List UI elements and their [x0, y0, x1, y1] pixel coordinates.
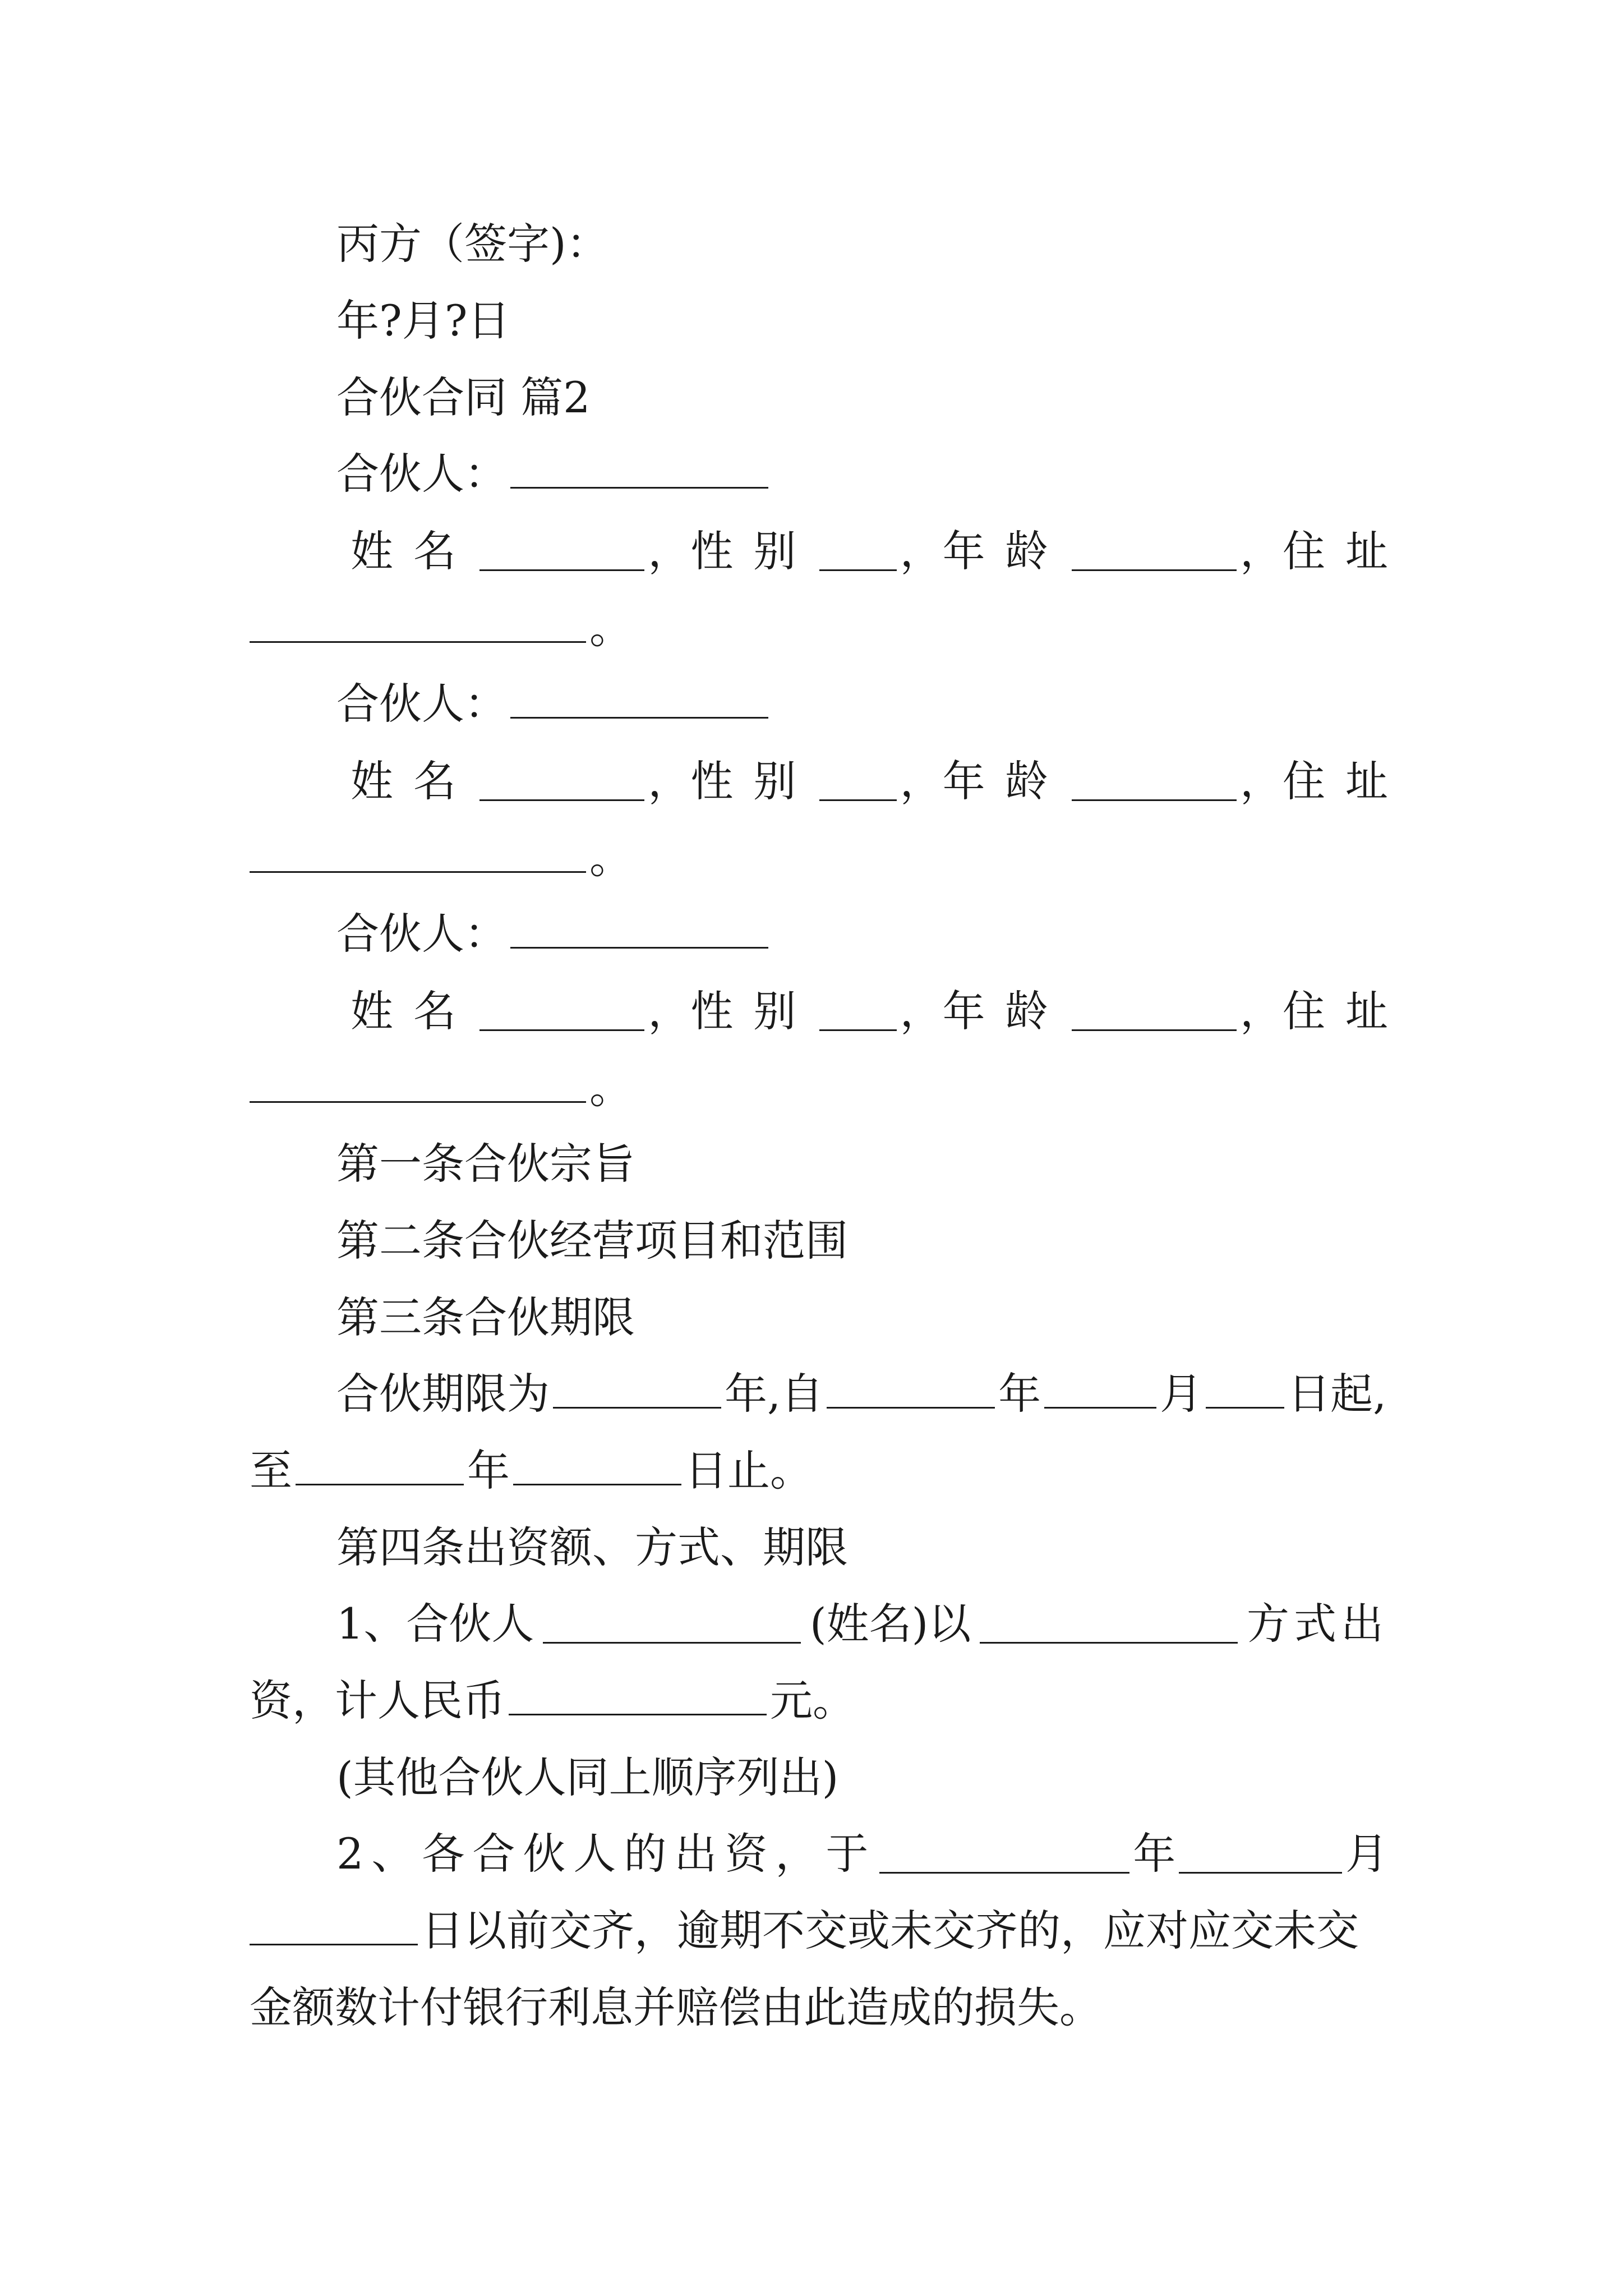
name-blank: [479, 762, 644, 801]
day-start-label: 日起,: [1288, 1369, 1387, 1419]
address-label: 住址: [1283, 986, 1408, 1036]
month-label: 月: [1160, 1369, 1203, 1419]
contribution-2-line-1: [250, 1812, 1388, 1896]
contribution-2-label: 2、各合伙人的出资，于: [336, 1829, 877, 1879]
section-title: [250, 356, 1388, 440]
comma: ，: [900, 986, 943, 1036]
year-label: 年: [1133, 1829, 1176, 1879]
partner-label: 合伙人：: [336, 909, 507, 959]
article-4-heading: [250, 1506, 1388, 1590]
period: 。: [589, 1063, 632, 1113]
article-1-text: 第一条合伙宗旨: [336, 1139, 635, 1189]
address-label: 住址: [1283, 526, 1408, 576]
name-label: 姓名: [351, 756, 476, 806]
other-partners-text: (其他合伙人同上顺序列出): [336, 1752, 839, 1802]
method-contribute-label: 方式出: [1246, 1599, 1388, 1649]
gender-blank: [819, 992, 896, 1031]
comma: ，: [1240, 526, 1283, 576]
contribution-2-line-2: [250, 1889, 1388, 1973]
section-title-text: 合伙合同 篇2: [336, 372, 591, 422]
partner-1-label-line: [250, 432, 1388, 516]
partner-2-label-line: [250, 662, 1388, 746]
penalty-text: 金额数计付银行利息并赔偿由此造成的损失。: [250, 1982, 1102, 2032]
article-2-heading: [250, 1199, 1388, 1283]
gender-label: 性别: [690, 526, 817, 576]
article-1-heading: [250, 1122, 1388, 1206]
party-c-signature-label: 丙方（签字)：: [336, 219, 609, 269]
contribution-1-line-1: [250, 1582, 1388, 1666]
term-line-1: [250, 1352, 1388, 1436]
partner-label: 合伙人：: [336, 449, 507, 499]
comma: ，: [648, 526, 691, 576]
deadline-day-blank: [250, 1907, 418, 1945]
address-blank: [250, 1064, 586, 1103]
partner-blank: [510, 910, 768, 949]
partner-2-details-line: [250, 739, 1408, 823]
comma: ，: [900, 756, 943, 806]
address-blank: [250, 604, 586, 643]
article-3-text: 第三条合伙期限: [336, 1292, 635, 1342]
partner-2-address-line: [250, 816, 1388, 900]
start-day-blank: [1206, 1370, 1284, 1409]
year-label: 年: [998, 1369, 1041, 1419]
contribution-2-line-3: [250, 1966, 1388, 2050]
term-label: 合伙期限为: [336, 1369, 550, 1419]
address-blank: [250, 834, 586, 873]
start-year-blank: [827, 1370, 995, 1409]
comma: ，: [648, 986, 691, 1036]
partner-1-details-line: [250, 509, 1408, 593]
comma: ，: [900, 526, 943, 576]
partner-blank: [510, 450, 768, 489]
until-label: 至: [250, 1446, 292, 1496]
term-line-2: [250, 1429, 1388, 1513]
article-2-text: 第二条合伙经营项目和范围: [336, 1216, 848, 1266]
comma: ，: [1240, 756, 1283, 806]
partner-3-label-line: [250, 892, 1388, 976]
gender-blank: [819, 532, 896, 571]
end-month-blank: [513, 1447, 681, 1485]
yuan-label: 元。: [770, 1676, 855, 1726]
deadline-year-blank: [879, 1835, 1129, 1874]
age-blank: [1072, 532, 1237, 571]
partner-3-address-line: [250, 1046, 1388, 1130]
age-label: 年龄: [942, 526, 1068, 576]
partner-3-details-line: [250, 969, 1408, 1053]
end-year-blank: [296, 1447, 464, 1485]
period: 。: [589, 833, 632, 883]
deadline-month-blank: [1179, 1835, 1342, 1874]
article-3-heading: [250, 1276, 1388, 1360]
month-label: 月: [1345, 1829, 1388, 1879]
gender-blank: [819, 762, 896, 801]
term-year-from: 年,自: [725, 1369, 824, 1419]
partner-1-address-line: [250, 586, 1388, 670]
comma: ，: [1240, 986, 1283, 1036]
name-blank: [479, 532, 644, 571]
name-label: 姓名: [351, 986, 476, 1036]
amount-blank: [509, 1677, 767, 1715]
start-month-blank: [1044, 1370, 1156, 1409]
signature-line-party-c: [250, 202, 1388, 286]
comma: ，: [648, 756, 691, 806]
gender-label: 性别: [690, 756, 817, 806]
gender-label: 性别: [690, 986, 817, 1036]
other-partners-note: [250, 1736, 1388, 1820]
method-blank: [980, 1605, 1238, 1644]
age-label: 年龄: [942, 756, 1068, 806]
address-label: 住址: [1283, 756, 1408, 806]
date-placeholder: 年?月?日: [336, 296, 510, 346]
partner-name-blank: [543, 1605, 801, 1644]
amount-label: 资，计人民币: [250, 1676, 505, 1726]
name-blank: [479, 992, 644, 1031]
name-method-label: (姓名)以: [810, 1599, 971, 1649]
day-end-label: 日止。: [685, 1446, 813, 1496]
age-blank: [1072, 762, 1237, 801]
date-line: [250, 279, 1388, 363]
term-years-blank: [553, 1370, 721, 1409]
contribution-1-line-2: [250, 1659, 1388, 1743]
contribution-1-label: 1、合伙人: [336, 1599, 534, 1649]
deadline-text: 日以前交齐，逾期不交或未交齐的，应对应交未交: [421, 1906, 1359, 1955]
age-blank: [1072, 992, 1237, 1031]
name-label: 姓名: [351, 526, 476, 576]
year-label: 年: [467, 1446, 510, 1496]
age-label: 年龄: [942, 986, 1068, 1036]
partner-label: 合伙人：: [336, 679, 507, 729]
period: 。: [589, 603, 632, 653]
article-4-text: 第四条出资额、方式、期限: [336, 1522, 848, 1572]
partner-blank: [510, 680, 768, 719]
